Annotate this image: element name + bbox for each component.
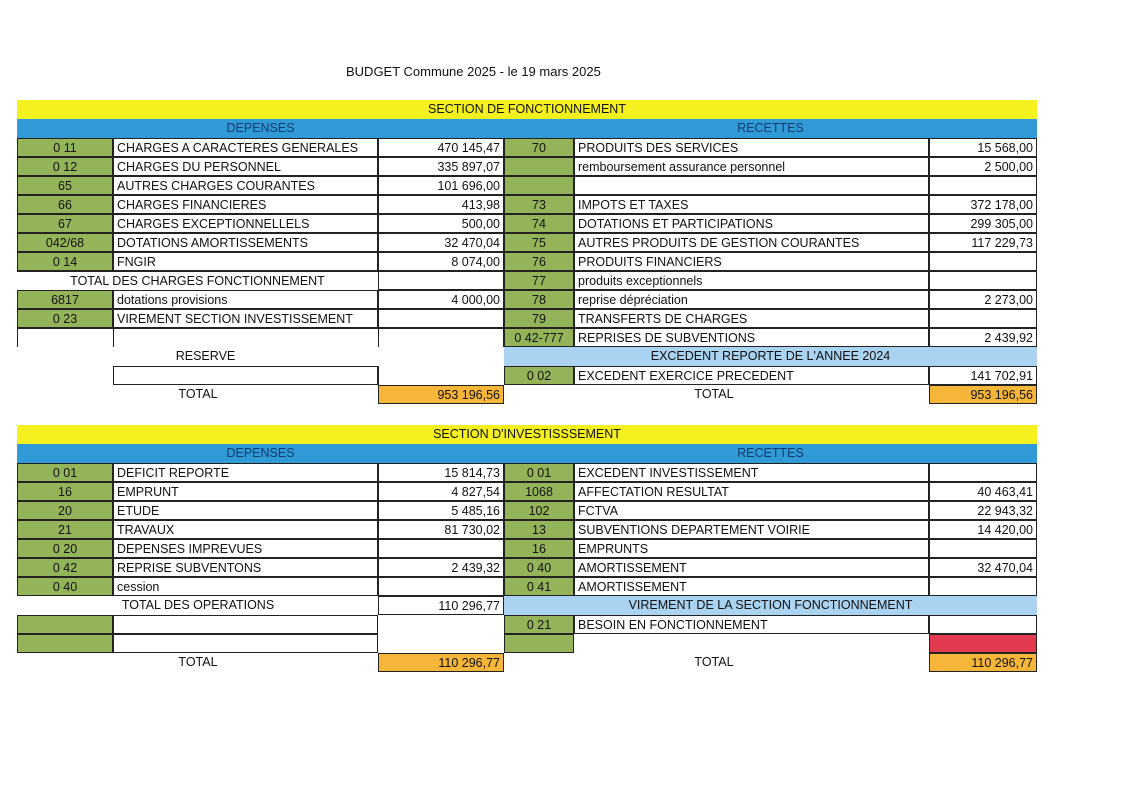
fonct-recette-label: AUTRES PRODUITS DE GESTION COURANTES bbox=[574, 233, 929, 252]
invest-recette-code: 13 bbox=[504, 520, 574, 539]
fonct-recette-code: 77 bbox=[504, 271, 574, 290]
fonct-reserve-amount bbox=[378, 366, 504, 385]
invest-depenses-header: DEPENSES bbox=[226, 446, 295, 460]
invest-recette-amount: 40 463,41 bbox=[929, 482, 1037, 501]
invest-depense-code: 0 01 bbox=[17, 463, 113, 482]
fonct-depense-amount: 101 696,00 bbox=[378, 176, 504, 195]
section-investissement-title: SECTION D'INVESTISSSEMENT bbox=[17, 425, 1037, 444]
invest-virement-header: VIREMENT DE LA SECTION FONCTIONNEMENT bbox=[504, 596, 1037, 615]
fonct-recette-amount bbox=[929, 271, 1037, 290]
invest-recette-amount bbox=[929, 463, 1037, 482]
fonct-empty-cell bbox=[17, 328, 113, 347]
invest-recette-amount bbox=[929, 539, 1037, 558]
fonct-empty-cell bbox=[378, 328, 504, 347]
fonct-depense-code: 67 bbox=[17, 214, 113, 233]
invest-highlight-cell bbox=[929, 634, 1037, 653]
fonct-recette-label bbox=[574, 176, 929, 195]
invest-depense-code: 16 bbox=[17, 482, 113, 501]
fonct-recette-label: PRODUITS DES SERVICES bbox=[574, 138, 929, 157]
fonct-depense-code: 65 bbox=[17, 176, 113, 195]
invest-blank-code bbox=[17, 615, 113, 634]
invest-recette-label: EXCEDENT INVESTISSEMENT bbox=[574, 463, 929, 482]
fonct-recette-label: produits exceptionnels bbox=[574, 271, 929, 290]
invest-recette-amount: 22 943,32 bbox=[929, 501, 1037, 520]
fonct-depense-code: 0 14 bbox=[17, 252, 113, 271]
invest-recette-label: AFFECTATION RESULTAT bbox=[574, 482, 929, 501]
invest-depense-amount: 15 814,73 bbox=[378, 463, 504, 482]
invest-recette-code: 16 bbox=[504, 539, 574, 558]
fonct-recette-amount: 299 305,00 bbox=[929, 214, 1037, 233]
invest-virement-code: 0 21 bbox=[504, 615, 574, 634]
fonct-recette-label: REPRISES DE SUBVENTIONS bbox=[574, 328, 929, 347]
invest-total-operations: 110 296,77 bbox=[378, 596, 504, 615]
fonct-recette-amount bbox=[929, 309, 1037, 328]
fonct-recette-label: TRANSFERTS DE CHARGES bbox=[574, 309, 929, 328]
fonct-recette-code bbox=[504, 157, 574, 176]
invest-recette-code: 0 41 bbox=[504, 577, 574, 596]
fonct-excedent-header: EXCEDENT REPORTE DE L'ANNEE 2024 bbox=[504, 347, 1037, 366]
fonct-recette-label: reprise dépréciation bbox=[574, 290, 929, 309]
fonct-depense-code: 6817 bbox=[17, 290, 113, 309]
fonct-reserve-input bbox=[113, 366, 378, 385]
fonct-depense-code: 0 12 bbox=[17, 157, 113, 176]
fonct-recette-code: 79 bbox=[504, 309, 574, 328]
invest-total-recettes: 110 296,77 bbox=[929, 653, 1037, 672]
fonct-depense-label: AUTRES CHARGES COURANTES bbox=[113, 176, 378, 195]
invest-recette-code: 102 bbox=[504, 501, 574, 520]
invest-depense-code: 20 bbox=[17, 501, 113, 520]
fonct-recette-label: DOTATIONS ET PARTICIPATIONS bbox=[574, 214, 929, 233]
fonct-total-recettes: 953 196,56 bbox=[929, 385, 1037, 404]
invest-recette-amount: 14 420,00 bbox=[929, 520, 1037, 539]
invest-depense-amount: 2 439,32 bbox=[378, 558, 504, 577]
invest-depense-code: 0 40 bbox=[17, 577, 113, 596]
section-fonctionnement-title: SECTION DE FONCTIONNEMENT bbox=[17, 100, 1037, 119]
invest-depense-label: TRAVAUX bbox=[113, 520, 378, 539]
invest-depense-amount bbox=[378, 577, 504, 596]
invest-blank-label bbox=[113, 634, 378, 653]
fonct-depense-label: dotations provisions bbox=[113, 290, 378, 309]
invest-depense-label: DEPENSES IMPREVUES bbox=[113, 539, 378, 558]
invest-blank-code bbox=[17, 634, 113, 653]
fonct-depense-label: CHARGES A CARACTERES GENERALES bbox=[113, 138, 378, 157]
invest-recette-label: EMPRUNTS bbox=[574, 539, 929, 558]
fonct-depense-code: 0 11 bbox=[17, 138, 113, 157]
fonct-recette-code: 0 42-777 bbox=[504, 328, 574, 347]
fonct-excedent-code: 0 02 bbox=[504, 366, 574, 385]
fonct-reserve-label: RESERVE bbox=[175, 349, 236, 363]
invest-depense-label: DEFICIT REPORTE bbox=[113, 463, 378, 482]
fonct-recette-amount: 2 273,00 bbox=[929, 290, 1037, 309]
fonct-recette-amount: 2 500,00 bbox=[929, 157, 1037, 176]
fonct-depense-amount: 470 145,47 bbox=[378, 138, 504, 157]
fonct-total-charges-amount bbox=[378, 271, 504, 290]
fonct-excedent-amount: 141 702,91 bbox=[929, 366, 1037, 385]
fonct-total-recettes-label: TOTAL bbox=[694, 387, 734, 401]
fonct-recette-code: 76 bbox=[504, 252, 574, 271]
fonct-depense-amount: 4 000,00 bbox=[378, 290, 504, 309]
invest-total-depenses-label: TOTAL bbox=[178, 655, 218, 669]
fonct-depense-amount: 32 470,04 bbox=[378, 233, 504, 252]
fonct-recette-label: remboursement assurance personnel bbox=[574, 157, 929, 176]
invest-blank-recette-code bbox=[504, 634, 574, 653]
invest-depense-code: 0 42 bbox=[17, 558, 113, 577]
invest-recette-label: SUBVENTIONS DEPARTEMENT VOIRIE bbox=[574, 520, 929, 539]
invest-depense-amount: 4 827,54 bbox=[378, 482, 504, 501]
fonct-recettes-header: RECETTES bbox=[737, 121, 804, 135]
invest-recette-label: AMORTISSEMENT bbox=[574, 577, 929, 596]
invest-total-operations-label: TOTAL DES OPERATIONS bbox=[121, 598, 275, 612]
document-title: BUDGET Commune 2025 - le 19 mars 2025 bbox=[346, 64, 601, 79]
fonct-recette-code: 74 bbox=[504, 214, 574, 233]
fonct-depense-label: DOTATIONS AMORTISSEMENTS bbox=[113, 233, 378, 252]
invest-virement-label: BESOIN EN FONCTIONNEMENT bbox=[574, 615, 929, 634]
fonct-depense-amount bbox=[378, 309, 504, 328]
invest-depense-code: 0 20 bbox=[17, 539, 113, 558]
fonct-depense-amount: 413,98 bbox=[378, 195, 504, 214]
invest-recette-code: 0 40 bbox=[504, 558, 574, 577]
invest-depense-amount: 81 730,02 bbox=[378, 520, 504, 539]
fonct-depense-label: CHARGES EXCEPTIONNELLELS bbox=[113, 214, 378, 233]
fonct-recette-code: 70 bbox=[504, 138, 574, 157]
fonct-excedent-label: EXCEDENT EXERCICE PRECEDENT bbox=[574, 366, 929, 385]
fonct-total-charges-label: TOTAL DES CHARGES FONCTIONNEMENT bbox=[17, 271, 378, 290]
fonct-recette-code: 75 bbox=[504, 233, 574, 252]
fonct-recette-code: 73 bbox=[504, 195, 574, 214]
fonct-total-depenses: 953 196,56 bbox=[378, 385, 504, 404]
fonct-recette-amount: 2 439,92 bbox=[929, 328, 1037, 347]
fonct-depense-code: 042/68 bbox=[17, 233, 113, 252]
fonct-depense-label: VIREMENT SECTION INVESTISSEMENT bbox=[113, 309, 378, 328]
fonct-recette-amount: 117 229,73 bbox=[929, 233, 1037, 252]
invest-total-recettes-label: TOTAL bbox=[694, 655, 734, 669]
invest-total-depenses: 110 296,77 bbox=[378, 653, 504, 672]
invest-blank-label bbox=[113, 615, 378, 634]
invest-recette-code: 1068 bbox=[504, 482, 574, 501]
fonct-depense-label: CHARGES DU PERSONNEL bbox=[113, 157, 378, 176]
fonct-recette-amount: 15 568,00 bbox=[929, 138, 1037, 157]
fonct-depense-amount: 335 897,07 bbox=[378, 157, 504, 176]
fonct-recette-amount bbox=[929, 252, 1037, 271]
fonct-empty-cell bbox=[113, 328, 378, 347]
invest-recette-amount: 32 470,04 bbox=[929, 558, 1037, 577]
invest-depense-label: REPRISE SUBVENTONS bbox=[113, 558, 378, 577]
invest-depense-amount bbox=[378, 539, 504, 558]
invest-depense-label: ETUDE bbox=[113, 501, 378, 520]
invest-recette-label: FCTVA bbox=[574, 501, 929, 520]
fonct-depense-code: 0 23 bbox=[17, 309, 113, 328]
invest-depense-amount: 5 485,16 bbox=[378, 501, 504, 520]
fonct-recette-label: IMPOTS ET TAXES bbox=[574, 195, 929, 214]
fonct-recette-amount bbox=[929, 176, 1037, 195]
fonct-depenses-header: DEPENSES bbox=[226, 121, 295, 135]
fonct-depense-amount: 500,00 bbox=[378, 214, 504, 233]
fonct-recette-label: PRODUITS FINANCIERS bbox=[574, 252, 929, 271]
invest-recette-amount bbox=[929, 577, 1037, 596]
fonct-recette-amount: 372 178,00 bbox=[929, 195, 1037, 214]
invest-recette-code: 0 01 bbox=[504, 463, 574, 482]
fonct-depense-label: CHARGES FINANCIERES bbox=[113, 195, 378, 214]
fonct-depense-amount: 8 074,00 bbox=[378, 252, 504, 271]
fonct-recette-code: 78 bbox=[504, 290, 574, 309]
invest-depense-label: cession bbox=[113, 577, 378, 596]
invest-depense-code: 21 bbox=[17, 520, 113, 539]
invest-recette-label: AMORTISSEMENT bbox=[574, 558, 929, 577]
fonct-total-depenses-label: TOTAL bbox=[178, 387, 218, 401]
invest-virement-amount bbox=[929, 615, 1037, 634]
invest-depense-label: EMPRUNT bbox=[113, 482, 378, 501]
fonct-depense-code: 66 bbox=[17, 195, 113, 214]
invest-recettes-header: RECETTES bbox=[737, 446, 804, 460]
fonct-recette-code bbox=[504, 176, 574, 195]
fonct-depense-label: FNGIR bbox=[113, 252, 378, 271]
